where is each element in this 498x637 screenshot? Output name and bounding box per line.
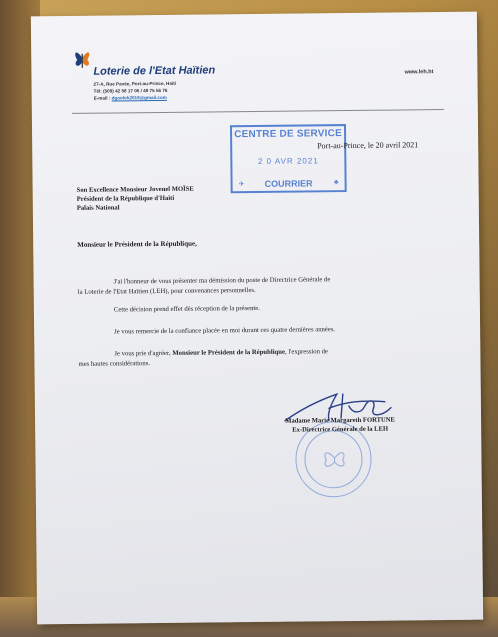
closing-text-start: Je vous prie d'agréer, [114,349,173,358]
header-divider [72,109,444,114]
addressee-line: Palais National [76,204,120,212]
letter-page [31,12,483,625]
org-name: Loterie de l'Etat Haïtien [93,64,216,78]
stamp-tree-icon: ♣ [333,179,339,187]
stamp-bottom-text: COURRIER [264,178,313,189]
addressee-block [77,185,194,213]
paragraph-1-line-1: J'ai l'honneur de vous présenter ma démission du poste de Directrice Générale de [113,276,331,286]
signer-name: Madame Marie Margareth FORTUNE [285,416,395,425]
stamp-date: 2 0 AVR 2021 [257,156,319,166]
paragraph-4-line-1 [114,347,328,358]
org-phone: Tél: (509) 42 58 17 06 / 48 75 56 76 [93,87,168,94]
salutation: Monsieur le Président de la République, [77,239,197,249]
signer-title: Ex-Directrice Générale de la LEH [292,425,389,434]
service-stamp [230,124,347,193]
addressee-line: Président de la République d'Haïti [76,194,175,203]
paragraph-1-line-2: la Loterie de l'Etat Haïtien (LEH), pour convenances personnelles. [77,287,256,296]
stamp-bird-icon: ✈ [238,181,245,189]
signer-block [265,415,415,435]
letter-place-date: Port-au-Prince, le 20 avril 2021 [317,140,419,151]
stamp-top-text: CENTRE DE SERVICE [234,128,342,141]
paragraph-3: Je vous remercie de la confiance placée en moi durant ces quatre dernières années. [114,326,336,336]
addressee-line: Son Excellence Monsieur Jovenel MOÏSE [76,185,194,194]
paragraph-4-line-2: mes hautes considérations. [78,360,151,368]
org-email-line [94,95,167,101]
org-email-label: E-mail : [93,95,112,101]
org-email-link[interactable]: dgooleh2019@gmail.com [111,94,167,101]
org-address: 27-A, Rue Pavée, Port-au-Prince, Haïti [93,80,177,87]
paragraph-2: Cette décision prend effet dès réception de la présente. [113,304,260,314]
closing-title-bold: Monsieur le Président de la République [172,348,285,357]
closing-text-end: , l'expression de [284,348,328,356]
org-website[interactable]: www.leh.ht [404,69,434,76]
butterfly-logo-icon [71,44,93,74]
